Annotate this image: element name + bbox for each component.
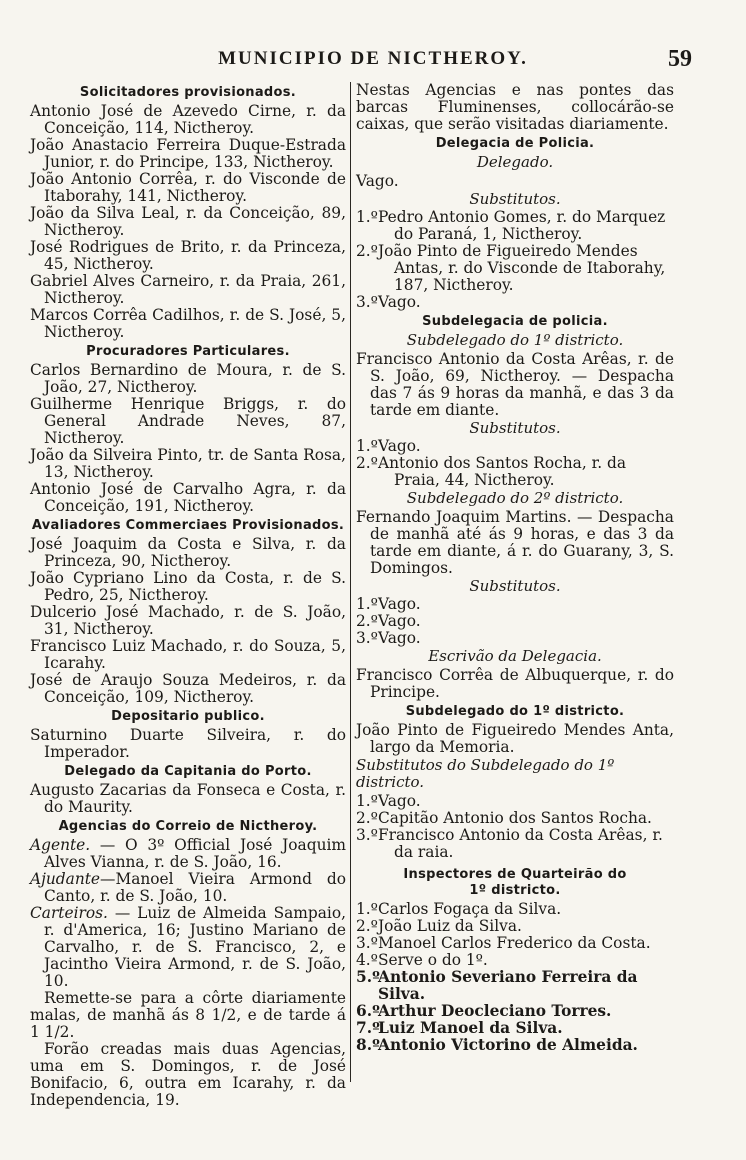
list-item: João Cypriano Lino da Costa, r. de S. Pedro, 25, Nictheroy. [30, 569, 346, 604]
item-number: 6.º [356, 1001, 380, 1020]
inspectores-heading-line2: 1º districto. [469, 882, 561, 898]
list-item [356, 793, 674, 810]
item-number: 2.º [356, 242, 378, 260]
item-text: Carlos Fogaça da Silva. [378, 899, 562, 918]
list-item [356, 935, 674, 952]
subdelegado-1-text: Francisco Antonio da Costa Arêas, r. de S. João, 69, Nictheroy. — Despacha das 7 ás 9 horas da manhã, e das 3 da tarde em diante. [356, 349, 674, 419]
subdelegado-1-name: João Pinto de Figueiredo Mendes Anta, largo da Memoria. [356, 720, 674, 756]
item-number: 8.º [356, 1035, 380, 1054]
delegado-value: Vago. [356, 171, 399, 190]
item-number: 1.º [356, 208, 378, 226]
item-text: Pedro Antonio Gomes, r. do Marquez do Paraná, 1, Nictheroy. [378, 208, 666, 243]
item-number: 3.º [356, 933, 378, 952]
list-item [356, 810, 674, 827]
carteiros-label: Carteiros. [30, 904, 108, 922]
substitutos-subdelegado-label: Substitutos do Subdelegado do 1º districto. [356, 755, 615, 791]
section-heading-subdelegacia: Subdelegacia de policia. [422, 314, 608, 329]
list-item [356, 613, 674, 630]
list-item: Antonio José de Carvalho Agra, r. da Conceição, 191, Nictheroy. [30, 480, 346, 515]
list-item [356, 455, 674, 489]
list-item [356, 294, 674, 311]
list-item [356, 952, 674, 969]
item-number: 4.º [356, 950, 378, 969]
item-number: 1.º [356, 595, 378, 613]
delegado-label: Delegado. [476, 153, 554, 171]
item-number: 2.º [356, 916, 378, 935]
subdelegado-1-label: Subdelegado do 1º districto. [406, 331, 624, 349]
subdelegado-2-text: Fernando Joaquim Martins. — Despacha de manhã até ás 9 horas, e das 3 da tarde em diante, á r. do Guarany, 3, S. Domingos. [356, 507, 674, 577]
item-text: Antonio Victorino de Almeida. [378, 1035, 638, 1054]
list-item: José Rodrigues de Brito, r. da Princeza, 45, Nictheroy. [30, 238, 346, 273]
carteiros-text: — Luiz de Almeida Sampaio, r. d'America, 16; Justino Mariano de Carvalho, r. de S. Francisco, 2, e Jacintho Vieira Armond, r. de S. João, 10. [44, 904, 346, 990]
list-item: João da Silva Leal, r. da Conceição, 89, Nictheroy. [30, 204, 346, 239]
list-item: José Joaquim da Costa e Silva, r. da Princeza, 90, Nictheroy. [30, 535, 346, 570]
section-heading-policia: Delegacia de Policia. [435, 136, 595, 151]
list-item: Dulcerio José Machado, r. de S. João, 31, Nictheroy. [30, 603, 346, 638]
list-item: João Anastacio Ferreira Duque-Estrada Junior, r. do Principe, 133, Nictheroy. [30, 136, 346, 171]
depositario-text: Saturnino Duarte Silveira, r. do Imperador. [30, 726, 346, 761]
item-text: Vago. [378, 612, 421, 630]
inspectores-heading-line1: Inspectores de Quarteirão do [403, 866, 627, 882]
list-item [356, 918, 674, 935]
list-item [356, 596, 674, 613]
running-title: MUNICIPIO DE NICTHEROY. [218, 48, 528, 69]
item-number: 1.º [356, 791, 378, 810]
correio-ajudante [30, 871, 346, 905]
list-item [356, 1003, 674, 1020]
substitutos-label: Substitutos. [469, 418, 561, 437]
item-number: 7.º [356, 1018, 380, 1037]
ajudante-text: —Manoel Vieira Armond do Canto, r. de S. João, 10. [44, 870, 346, 905]
list-item: Guilherme Henrique Briggs, r. do General Andrade Neves, 87, Nictheroy. [30, 395, 346, 447]
item-text: Vago. [378, 595, 421, 613]
section-heading-solicitadores: Solicitadores provisionados. [79, 85, 297, 100]
item-text: Antonio dos Santos Rocha, r. da Praia, 44, Nictheroy. [378, 454, 627, 489]
item-number: 3.º [356, 293, 378, 311]
list-item: João da Silveira Pinto, tr. de Santa Rosa, 13, Nictheroy. [30, 446, 346, 481]
substitutos-label: Substitutos. [469, 189, 561, 208]
item-number: 3.º [356, 825, 378, 844]
list-item [356, 969, 674, 1003]
item-text: Vago. [378, 791, 421, 810]
item-number: 3.º [356, 629, 378, 647]
correio-remette: Remette-se para a côrte diariamente malas, de manhã ás 8 1/2, e de tarde á 1 1/2. [30, 989, 346, 1041]
list-item [356, 243, 674, 294]
correio-forao: Forão creadas mais duas Agencias, uma em S. Domingos, r. de José Bonifacio, 6, outra em Icarahy, r. da Independencia, 19. [30, 1040, 346, 1109]
list-item [356, 901, 674, 918]
section-heading-procuradores: Procuradores Particulares. [86, 344, 290, 359]
list-item: José de Araujo Souza Medeiros, r. da Conceição, 109, Nictheroy. [30, 671, 346, 706]
list-item: Carlos Bernardino de Moura, r. de S. João, 27, Nictheroy. [30, 361, 346, 396]
section-heading-subdelegado-1: Subdelegado do 1º districto. [405, 703, 625, 719]
substitutos-label: Substitutos. [469, 576, 561, 595]
item-text: Vago. [378, 437, 421, 455]
ajudante-label: Ajudante [30, 870, 101, 888]
list-item [356, 438, 674, 455]
correio-continuation: Nestas Agencias e nas pontes das barcas Fluminenses, collocárão-se caixas, que serão visitadas diariamente. [356, 81, 674, 133]
item-text: Manoel Carlos Frederico da Costa. [378, 933, 651, 952]
item-text: João Luiz da Silva. [378, 916, 522, 935]
list-item [356, 1020, 674, 1037]
correio-carteiros [30, 905, 346, 990]
section-heading-delegado-porto: Delegado da Capitania do Porto. [64, 764, 312, 779]
item-text: Vago. [378, 293, 421, 311]
section-heading-avaliadores: Avaliadores Commerciaes Provisionados. [31, 518, 345, 533]
section-heading-correio: Agencias do Correio de Nictheroy. [58, 819, 318, 834]
right-column [356, 82, 674, 1054]
item-number: 2.º [356, 808, 378, 827]
list-item: Marcos Corrêa Cadilhos, r. de S. José, 5, Nictheroy. [30, 306, 346, 341]
item-text: Capitão Antonio dos Santos Rocha. [378, 808, 652, 827]
subdelegado-2-label: Subdelegado do 2º districto. [406, 489, 624, 507]
list-item: Gabriel Alves Carneiro, r. da Praia, 261, Nictheroy. [30, 272, 346, 307]
item-text: Serve o do 1º. [378, 950, 488, 969]
agente-text: — O 3º Official José Joaquim Alves Vianna, r. de S. João, 16. [44, 836, 346, 871]
delegado-porto-text: Augusto Zacarias da Fonseca e Costa, r. do Maurity. [30, 781, 346, 816]
section-heading-depositario: Depositario publico. [111, 709, 265, 724]
agente-label: Agente. [30, 836, 91, 854]
list-item: João Antonio Corrêa, r. do Visconde de Itaborahy, 141, Nictheroy. [30, 170, 346, 205]
item-number: 1.º [356, 437, 378, 455]
page-number: 59 [668, 46, 692, 72]
section-heading-inspectores [356, 867, 674, 899]
item-number: 5.º [356, 967, 380, 986]
item-text: Francisco Antonio da Costa Arêas, r. da raia. [378, 825, 663, 861]
item-number: 2.º [356, 454, 378, 472]
list-item [356, 827, 674, 861]
item-number: 1.º [356, 899, 378, 918]
list-item: Francisco Luiz Machado, r. do Souza, 5, Icarahy. [30, 637, 346, 672]
item-number: 2.º [356, 612, 378, 630]
escrivao-label: Escrivão da Delegacia. [428, 647, 602, 665]
item-text: Arthur Deocleciano Torres. [378, 1001, 612, 1020]
escrivao-text: Francisco Corrêa de Albuquerque, r. do Principe. [356, 665, 674, 701]
correio-agente [30, 837, 346, 871]
list-item [356, 630, 674, 647]
list-item [356, 209, 674, 243]
item-text: Antonio Severiano Ferreira da Silva. [378, 967, 638, 1003]
item-text: Vago. [378, 629, 421, 647]
item-text: Luiz Manoel da Silva. [378, 1018, 563, 1037]
list-item [356, 1037, 674, 1054]
left-column [30, 82, 346, 1109]
item-text: João Pinto de Figueiredo Mendes Antas, r. do Visconde de Itaborahy, 187, Nictheroy. [378, 242, 666, 294]
column-divider [350, 82, 351, 1082]
list-item: Antonio José de Azevedo Cirne, r. da Conceição, 114, Nictheroy. [30, 102, 346, 137]
page-header [0, 48, 746, 78]
